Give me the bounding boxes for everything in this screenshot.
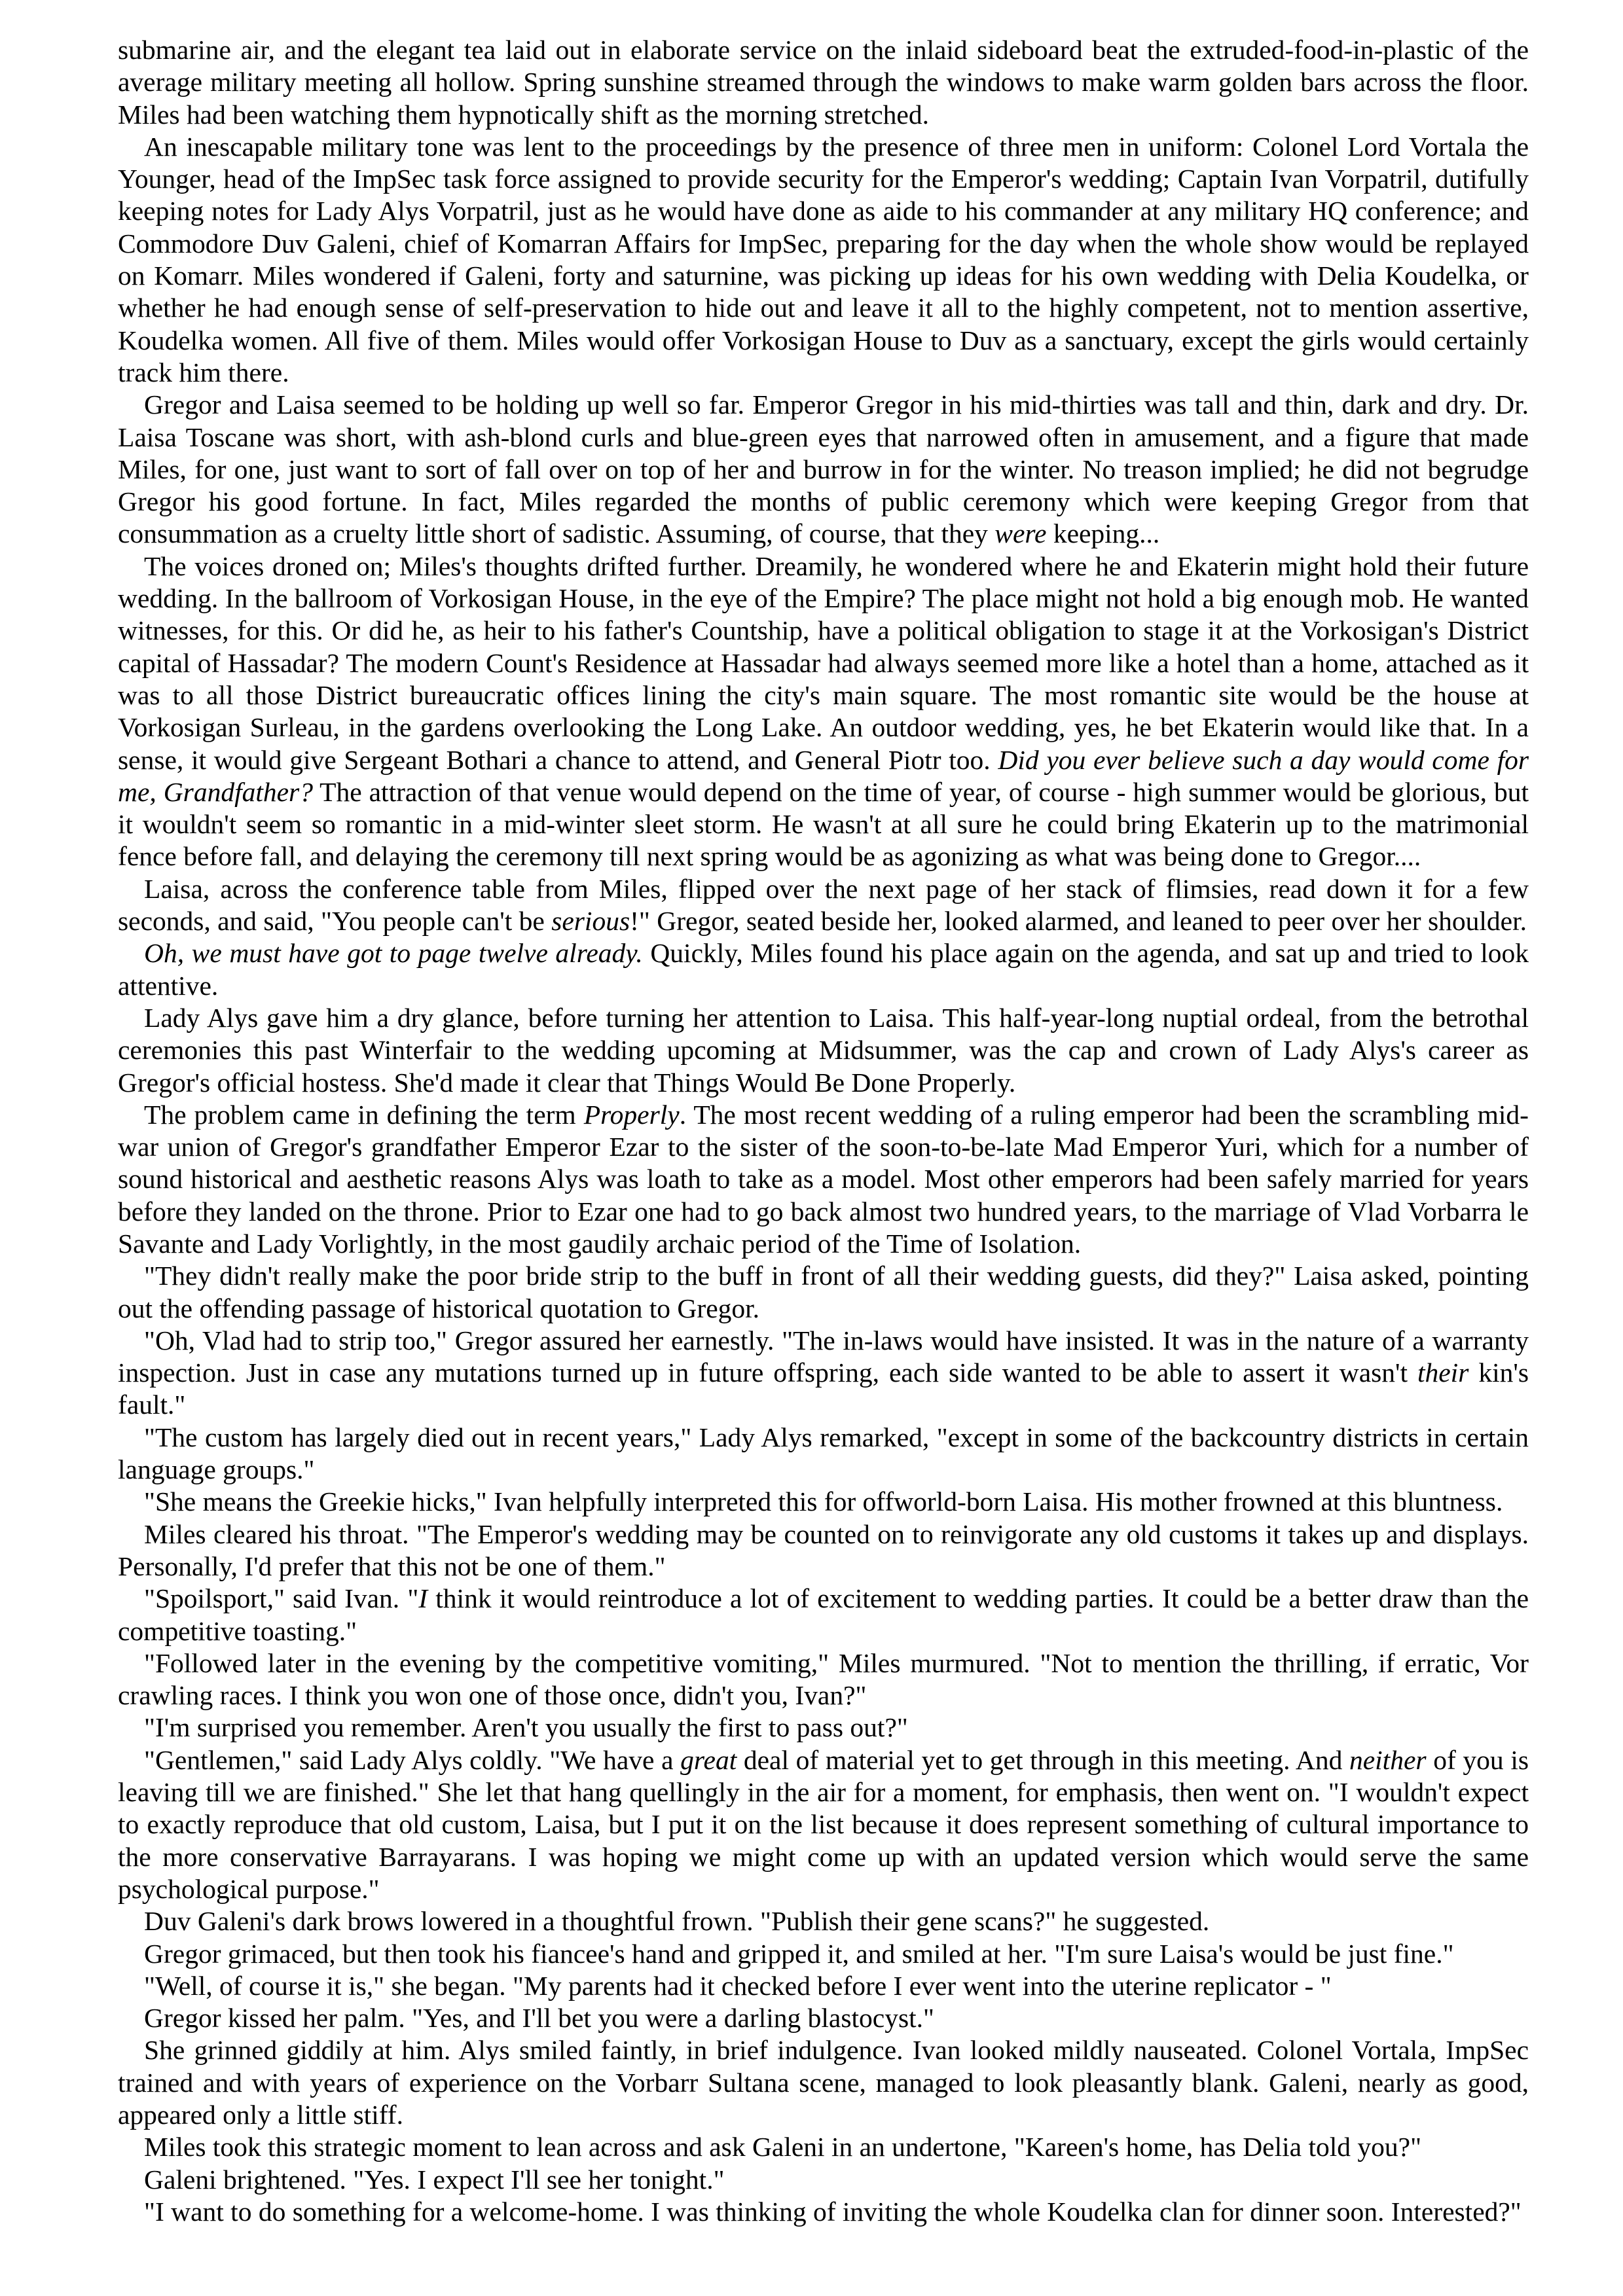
paragraph: [118, 1905, 1529, 1937]
paragraph: [118, 1583, 1529, 1647]
paragraph-text: "She means the Greekie hicks," Ivan helpfully interpreted this for offworld-born Laisa. His mother frowned at this bluntness.: [144, 1486, 1503, 1517]
paragraph-text: "I want to do something for a welcome-home. I was thinking of inviting the whole Koudelka clan for dinner soon. Interested?": [144, 2196, 1522, 2227]
paragraph-text: Gregor and Laisa seemed to be holding up well so far. Emperor Gregor in his mid-thirties was tall and thin, dark and dry. Dr. Laisa Toscane was short, with ash-blond curls and blue-green eyes that narrowed often in amusement, and a figure that made Miles, for one, just want to sort of fall over on top of her and burrow in for the winter. No treason implied; he did not begrudge Gregor his good fortune. In fact, Miles regarded the months of public ceremony which were keeping Gregor from that consummation as a cruelty little short of sadistic. Assuming, of course, that they: [118, 389, 1529, 549]
paragraph-text: An inescapable military tone was lent to the proceedings by the presence of three men in uniform: Colonel Lord Vortala the Younger, head of the ImpSec task force assigned to provide security for the Emperor's wedding; Captain Ivan Vorpatril, dutifully keeping notes for Lady Alys Vorpatril, just as he would have done as aide to his commander at any military HQ conference; and Commodore Duv Galeni, chief of Komarran Affairs for ImpSec, preparing for the day when the whole show would be replayed on Komarr. Miles wondered if Galeni, forty and saturnine, was picking up ideas for his own wedding with Delia Koudelka, or whether he had enough sense of self-preservation to hide out and leave it all to the highly competent, not to mention assertive, Koudelka women. All five of them. Miles would offer Vorkosigan House to Duv as a sanctuary, except the girls would certainly track him there.: [118, 131, 1529, 387]
italic-text: Properly: [583, 1099, 680, 1130]
paragraph: [118, 1712, 1529, 1744]
paragraph: [118, 1002, 1529, 1099]
paragraph-text: The voices droned on; Miles's thoughts drifted further. Dreamily, he wondered where he and Ekaterin might hold their future wedding. In the ballroom of Vorkosigan House, in the eye of the Empire? The place might not hold a big enough mob. He wanted witnesses, for this. Or did he, as heir to his father's Countship, have a political obligation to stage it at the Vorkosigan's District capital of Hassadar? The modern Count's Residence at Hassadar had always seemed more like a hotel than a home, attached as it was to all those District bureaucratic offices lining the city's main square. The most romantic site would be the house at Vorkosigan Surleau, in the gardens overlooking the Long Lake. An outdoor wedding, yes, he bet Ekaterin would like that. In a sense, it would give Sergeant Bothari a chance to attend, and General Piotr too.: [118, 550, 1529, 775]
paragraph-text: !" Gregor, seated beside her, looked alarmed, and leaned to peer over her shoulder.: [630, 906, 1527, 937]
paragraph: [118, 550, 1529, 873]
paragraph: [118, 34, 1529, 131]
paragraph-text: "The custom has largely died out in recent years," Lady Alys remarked, "except in some of the backcountry districts in certain language groups.": [118, 1422, 1529, 1485]
paragraph: [118, 131, 1529, 389]
paragraph: [118, 1422, 1529, 1486]
paragraph-text: "Oh, Vlad had to strip too," Gregor assured her earnestly. "The in-laws would have insisted. It was in the nature of a warranty inspection. Just in case any mutations turned up in future offspring, each side wanted to be able to assert it wasn't: [118, 1325, 1529, 1388]
paragraph: [118, 389, 1529, 550]
paragraph: [118, 2131, 1529, 2163]
paragraph-text: kin's fault.": [118, 1357, 1529, 1420]
paragraph: [118, 1647, 1529, 1712]
paragraph-text: Quickly, Miles found his place again on the agenda, and sat up and tried to look attentive.: [118, 938, 1529, 1001]
paragraph: [118, 2196, 1529, 2228]
paragraph-text: keeping...: [1046, 518, 1160, 549]
paragraph-text: "Spoilsport," said Ivan. ": [144, 1583, 419, 1614]
paragraph: [118, 1938, 1529, 1970]
paragraph-text: Lady Alys gave him a dry glance, before turning her attention to Laisa. This half-year-long nuptial ordeal, from the betrothal ceremonies this past Winterfair to the wedding upcoming at Midsummer, was the cap and crown of Lady Alys's career as Gregor's official hostess. She'd made it clear that Things Would Be Done Properly.: [118, 1002, 1529, 1098]
paragraph-text: "Well, of course it is," she began. "My parents had it checked before I ever went into the uterine replicator - ": [144, 1970, 1332, 2001]
paragraph-text: Duv Galeni's dark brows lowered in a thoughtful frown. "Publish their gene scans?" he suggested.: [144, 1906, 1210, 1937]
paragraph-text: "They didn't really make the poor bride strip to the buff in front of all their wedding guests, did they?" Laisa asked, pointing out the offending passage of historical quotation to Gregor.: [118, 1261, 1529, 1323]
paragraph-text: Laisa, across the conference table from Miles, flipped over the next page of her stack of flimsies, read down it for a few seconds, and said, "You people can't be: [118, 873, 1529, 937]
paragraph: [118, 1518, 1529, 1583]
italic-text: were: [994, 518, 1047, 549]
paragraph-text: of you is leaving till we are finished." She let that hang quellingly in the air for a moment, for emphasis, then went on. "I wouldn't expect to exactly reproduce that old custom, Laisa, but I put it on the list because it does represent something of cultural importance to the more conservative Barrayarans. I was hoping we might come up with an updated version which would serve the same psychological purpose.": [118, 1744, 1529, 1904]
italic-text: Did you ever believe such a day would come for me, Grandfather?: [118, 744, 1529, 807]
paragraph: [118, 2034, 1529, 2131]
italic-text: Oh, we must have got to page twelve already.: [144, 938, 643, 969]
paragraph: [118, 1486, 1529, 1518]
italic-text: great: [680, 1744, 737, 1775]
paragraph: [118, 2002, 1529, 2034]
paragraph-text: Miles cleared his throat. "The Emperor's wedding may be counted on to reinvigorate any old customs it takes up and displays. Personally, I'd prefer that this not be one of them.": [118, 1518, 1529, 1581]
paragraph-text: Miles took this strategic moment to lean across and ask Galeni in an undertone, "Kareen's home, has Delia told you?": [144, 2132, 1422, 2162]
paragraph: [118, 2164, 1529, 2196]
paragraph-text: Gregor grimaced, but then took his fiancee's hand and gripped it, and smiled at her. "I'm sure Laisa's would be just fine.": [144, 1938, 1454, 1969]
paragraph: [118, 1325, 1529, 1422]
paragraph-text: Gregor kissed her palm. "Yes, and I'll bet you were a darling blastocyst.": [144, 2003, 934, 2034]
paragraph: [118, 937, 1529, 1002]
paragraph-text: . The most recent wedding of a ruling emperor had been the scrambling mid-war union of Gregor's grandfather Emperor Ezar to the sister of the soon-to-be-late Mad Emperor Yuri, which for a number of sound historical and aesthetic reasons Alys was loath to take as a model. Most other emperors had been safely married for years before they landed on the throne. Prior to Ezar one had to go back almost two hundred years, to the marriage of Vlad Vorbarra le Savante and Lady Vorlightly, in the most gaudily archaic period of the Time of Isolation.: [118, 1099, 1529, 1259]
paragraph-text: think it would reintroduce a lot of excitement to wedding parties. It could be a better draw than the competitive toasting.": [118, 1583, 1529, 1646]
paragraph-text: "Gentlemen," said Lady Alys coldly. "We have a: [144, 1744, 681, 1775]
paragraph-text: She grinned giddily at him. Alys smiled faintly, in brief indulgence. Ivan looked mildly nauseated. Colonel Vortala, ImpSec trained and with years of experience on the Vorbarr Sultana scene, managed to look pleasantly blank. Galeni, nearly as good, appeared only a little stiff.: [118, 2035, 1529, 2130]
paragraph-text: deal of material yet to get through in this meeting. And: [737, 1744, 1349, 1775]
paragraph-text: The problem came in defining the term: [144, 1099, 584, 1130]
paragraph: [118, 1099, 1529, 1260]
italic-text: serious: [551, 906, 630, 937]
paragraph: [118, 1744, 1529, 1905]
body-text: [118, 34, 1529, 2228]
paragraph-text: "Followed later in the evening by the competitive vomiting," Miles murmured. "Not to mention the thrilling, if erratic, Vor crawling races. I think you won one of those once, didn't you, Ivan?": [118, 1647, 1529, 1711]
italic-text: their: [1417, 1357, 1469, 1388]
italic-text: neither: [1349, 1744, 1427, 1775]
paragraph-text: The attraction of that venue would depend on the time of year, of course - high summer would be glorious, but it wouldn't seem so romantic in a mid-winter sleet storm. He wasn't at all sure he could bring Ekaterin up to the matrimonial fence before fall, and delaying the ceremony till next spring would be as agonizing as what was being done to Gregor....: [118, 776, 1529, 872]
italic-text: I: [418, 1583, 428, 1614]
paragraph: [118, 1970, 1529, 2002]
paragraph-text: "I'm surprised you remember. Aren't you usually the first to pass out?": [144, 1712, 908, 1743]
paragraph: [118, 873, 1529, 938]
paragraph: [118, 1260, 1529, 1325]
paragraph-text: submarine air, and the elegant tea laid out in elaborate service on the inlaid sideboard beat the extruded-food-in-plastic of the average military meeting all hollow. Spring sunshine streamed through the windows to make warm golden bars across the floor. Miles had been watching them hypnotically shift as the morning stretched.: [118, 35, 1529, 130]
paragraph-text: Galeni brightened. "Yes. I expect I'll see her tonight.": [144, 2164, 725, 2195]
